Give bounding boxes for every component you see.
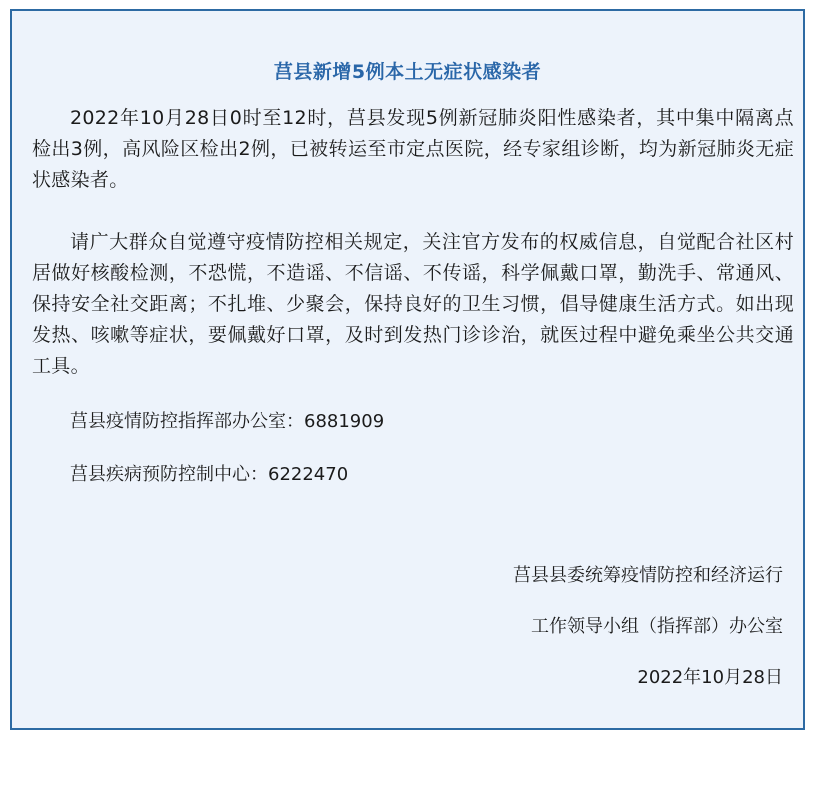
signature-org-line-1: 莒县县委统筹疫情防控和经济运行 <box>513 565 783 586</box>
notice-box <box>10 9 805 730</box>
contact-cdc: 莒县疾病预防控制中心：6222470 <box>70 464 349 485</box>
signature-org-line-2: 工作领导小组（指挥部）办公室 <box>531 616 783 637</box>
notice-paragraph-2: 请广大群众自觉遵守疫情防控相关规定，关注官方发布的权威信息，自觉配合社区村居做好核酸检测，不恐慌，不造谣、不信谣、不传谣，科学佩戴口罩，勤洗手、常通风、保持安全社交距离；不扎堆、少聚会，保持良好的卫生习惯，倡导健康生活方式。如出现发热、咳嗽等症状，要佩戴好口罩，及时到发热门诊诊治，就医过程中避免乘坐公共交通工具。 <box>32 231 794 377</box>
signature-date: 2022年10月28日 <box>637 667 783 688</box>
notice-paragraph-1: 2022年10月28日0时至12时，莒县发现5例新冠肺炎阳性感染者，其中集中隔离点检出3例，高风险区检出2例，已被转运至市定点医院，经专家组诊断，均为新冠肺炎无症状感染者。 <box>32 107 794 191</box>
notice-title: 莒县新增5例本土无症状感染者 <box>273 61 542 83</box>
contact-epidemic-office: 莒县疫情防控指挥部办公室：6881909 <box>70 411 385 432</box>
